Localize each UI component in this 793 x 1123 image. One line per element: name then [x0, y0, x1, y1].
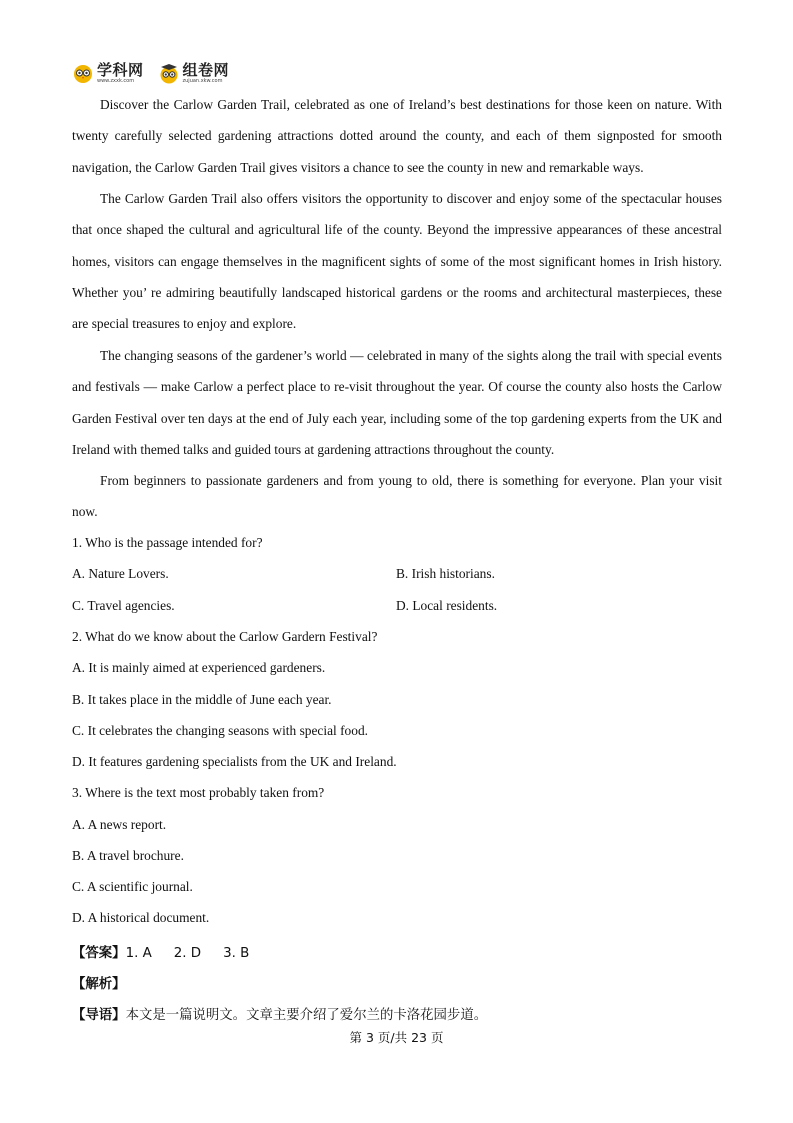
option-c: C. Travel agencies.: [72, 598, 175, 613]
question-2-stem: 2. What do we know about the Carlow Gardern Festival?: [72, 629, 378, 644]
logo-name: 组卷网: [182, 60, 230, 79]
logo-zujuan: [158, 62, 230, 84]
answer-item: 3. B: [223, 946, 250, 961]
paragraph-text: The changing seasons of the gardener’s world — celebrated in many of the sights along the trail with special events and festivals — make Carlow a perfect place to re-visit throughout the year. Of course the county also hosts the Carlow Garden Festival over ten days at the end of July each year, including some of the top gardening experts from the UK and Ireland with themed talks and guided tours at gardening attractions throughout the county.: [72, 348, 722, 457]
logo-bar: [72, 60, 229, 86]
analysis-line: [72, 973, 126, 992]
passage-paragraph-3: [72, 340, 722, 465]
question-1-stem: 1. Who is the passage intended for?: [72, 535, 263, 550]
answer-line: [72, 942, 249, 961]
logo-xueke: [72, 62, 144, 84]
paragraph-text: The Carlow Garden Trail also offers visitors the opportunity to discover and enjoy some of the spectacular houses that once shaped the cultural and agricultural life of the county. Beyond the impressive appearances of these ancestral homes, visitors can engage themselves in the magnificent sights of some of the most significant homes in Irish history. Whether you’ re admiring beautifully landscaped historical gardens or the rooms and architectural masterpieces, these are special treasures to enjoy and explore.: [72, 191, 722, 332]
answer-item: 1. A: [125, 946, 152, 961]
option-c: C. A scientific journal.: [72, 879, 193, 894]
guide-text: 本文是一篇说明文。文章主要介绍了爱尔兰的卡洛花园步道。: [125, 1008, 488, 1023]
logo-name: 学科网: [97, 60, 144, 79]
passage-paragraph-2: [72, 183, 722, 339]
option-b: B. Irish historians.: [396, 566, 495, 581]
answer-label: 【答案】: [72, 946, 126, 961]
option-d: D. Local residents.: [396, 598, 498, 613]
owl-icon: [72, 62, 94, 84]
answer-item: 2. D: [173, 946, 202, 961]
owl-graduate-icon: [158, 62, 180, 84]
guide-line: [72, 1004, 487, 1023]
passage-paragraph-1: [72, 89, 722, 183]
analysis-label: 【解析】: [72, 977, 126, 992]
option-d: D. A historical document.: [72, 910, 210, 925]
option-a: A. Nature Lovers.: [72, 566, 169, 581]
guide-label: 【导语】: [72, 1008, 126, 1023]
option-b: B. A travel brochure.: [72, 848, 184, 863]
question-3-stem: 3. Where is the text most probably taken from?: [72, 785, 325, 800]
logo-url: www.zxxk.com: [97, 77, 135, 84]
paragraph-text: Discover the Carlow Garden Trail, celebrated as one of Ireland’s best destinations for those keen on nature. With twenty carefully selected gardening attractions dotted around the county, and each of them signposted for smooth navigation, the Carlow Garden Trail gives visitors a chance to see the county in new and remarkable ways.: [72, 97, 722, 175]
option-a: A. It is mainly aimed at experienced gardeners.: [72, 660, 326, 675]
paragraph-text: From beginners to passionate gardeners and from young to old, there is something for everyone. Plan your visit now.: [72, 473, 722, 520]
option-c: C. It celebrates the changing seasons with special food.: [72, 723, 368, 738]
option-b: B. It takes place in the middle of June each year.: [72, 692, 332, 707]
passage-paragraph-4: [72, 465, 722, 528]
page-footer: 第 3 页/共 23 页: [349, 1030, 444, 1045]
option-a: A. A news report.: [72, 817, 167, 832]
option-d: D. It features gardening specialists from the UK and Ireland.: [72, 754, 397, 769]
logo-url: zujuan.xkw.com: [182, 77, 223, 84]
